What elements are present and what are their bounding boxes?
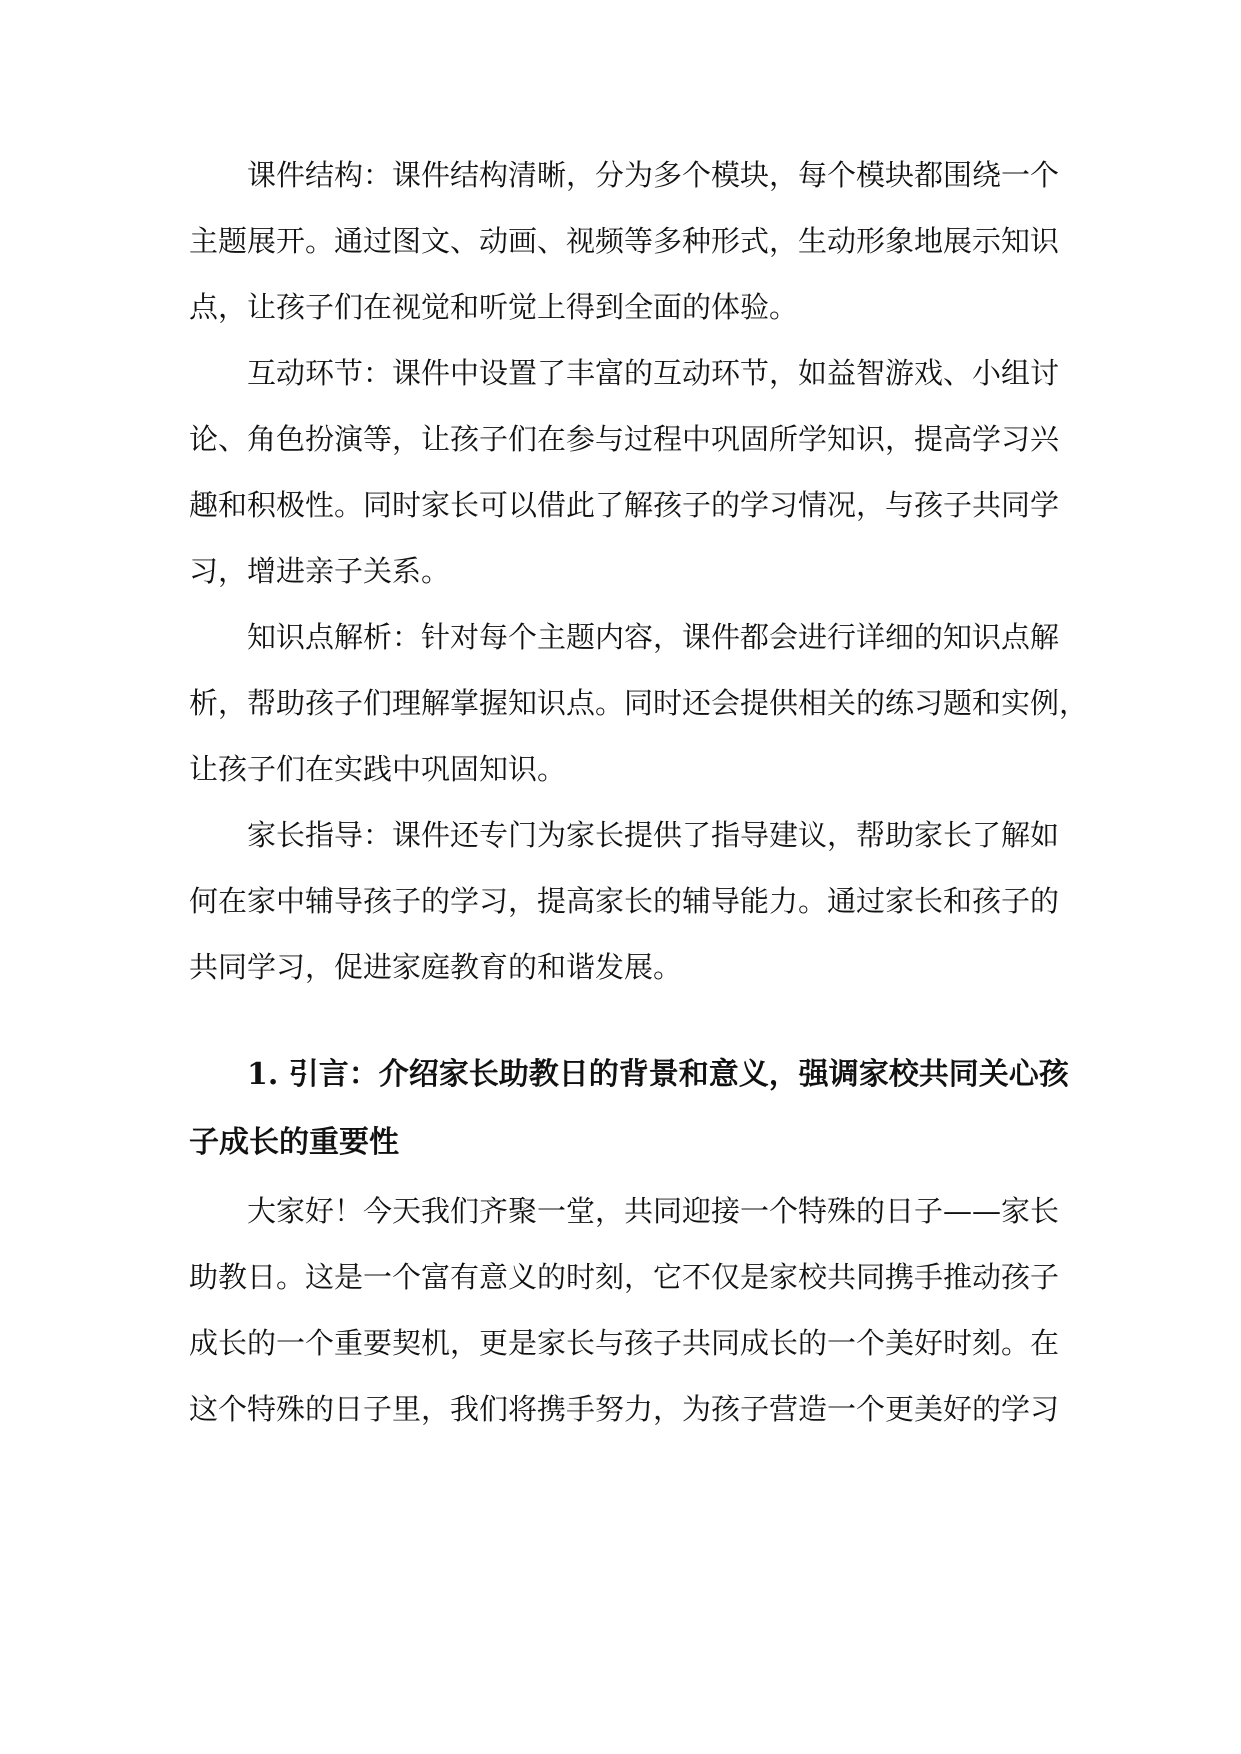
paragraph-line: 这个特殊的日子里，我们将携手努力，为孩子营造一个更美好的学习 [189, 1392, 1060, 1426]
paragraph-line: 大家好！今天我们齐聚一堂，共同迎接一个特殊的日子——家长 [247, 1194, 1060, 1228]
paragraph-line: 主题展开。通过图文、动画、视频等多种形式，生动形象地展示知识 [189, 224, 1060, 258]
paragraph-line: 点，让孩子们在视觉和听觉上得到全面的体验。 [189, 290, 799, 324]
paragraph-line: 习，增进亲子关系。 [189, 554, 451, 588]
paragraph-line: 析，帮助孩子们理解掌握知识点。同时还会提供相关的练习题和实例， [189, 686, 1089, 720]
paragraph-line: 知识点解析：针对每个主题内容，课件都会进行详细的知识点解 [247, 620, 1060, 654]
section-heading: 1. 引言：介绍家长助教日的背景和意义，强调家校共同关心孩 [247, 1057, 1069, 1092]
paragraph-line: 共同学习，促进家庭教育的和谐发展。 [189, 950, 683, 984]
paragraph-line: 助教日。这是一个富有意义的时刻，它不仅是家校共同携手推动孩子 [189, 1260, 1060, 1294]
paragraph-line: 何在家中辅导孩子的学习，提高家长的辅导能力。通过家长和孩子的 [189, 884, 1060, 918]
paragraph-line: 家长指导：课件还专门为家长提供了指导建议，帮助家长了解如 [247, 818, 1060, 852]
paragraph-line: 互动环节：课件中设置了丰富的互动环节，如益智游戏、小组讨 [247, 356, 1060, 390]
paragraph-line: 让孩子们在实践中巩固知识。 [189, 752, 567, 786]
section-heading: 子成长的重要性 [189, 1125, 399, 1160]
paragraph-line: 成长的一个重要契机，更是家长与孩子共同成长的一个美好时刻。在 [189, 1326, 1060, 1360]
paragraph-line: 趣和积极性。同时家长可以借此了解孩子的学习情况，与孩子共同学 [189, 488, 1060, 522]
paragraph-line: 论、角色扮演等，让孩子们在参与过程中巩固所学知识，提高学习兴 [189, 422, 1060, 456]
paragraph-line: 课件结构：课件结构清晰，分为多个模块，每个模块都围绕一个 [247, 158, 1060, 192]
